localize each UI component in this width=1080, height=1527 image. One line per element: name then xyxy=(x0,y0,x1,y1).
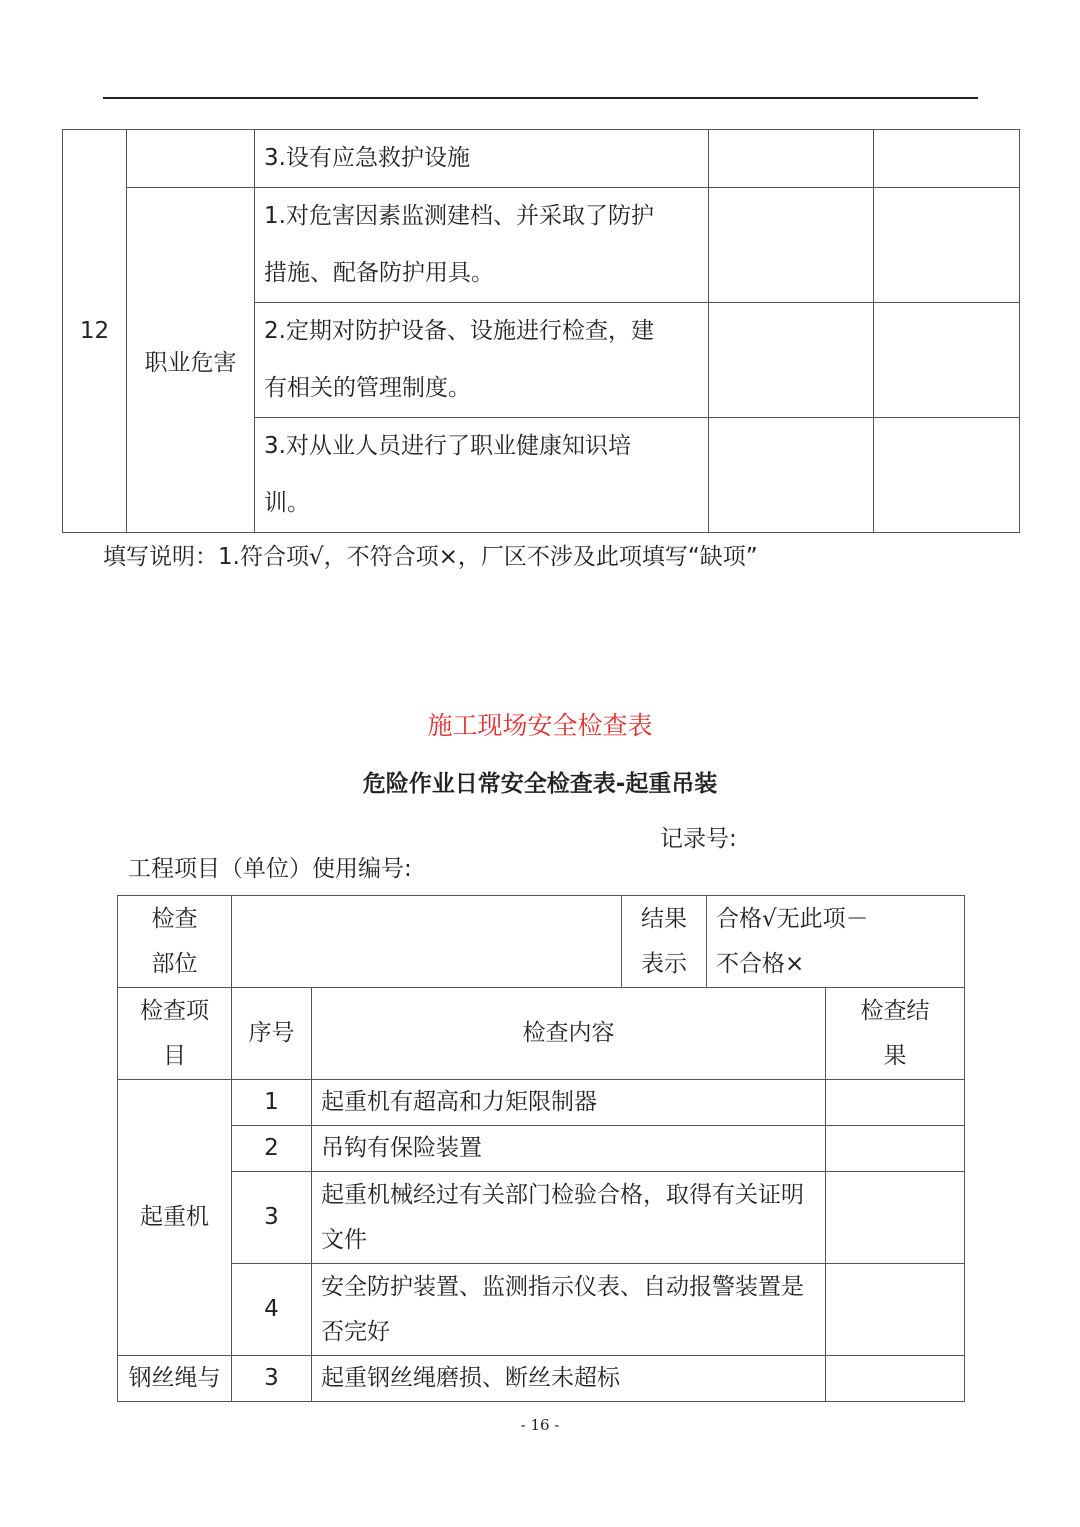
item-cell xyxy=(255,303,709,418)
remark-cell xyxy=(874,130,1020,188)
item-line: 1.对危害因素监测建档、并采取了防护 xyxy=(264,203,654,229)
remark-cell xyxy=(874,188,1020,303)
content-line: 否完好 xyxy=(321,1318,390,1345)
content-line: 文件 xyxy=(321,1226,367,1253)
item-line: 训。 xyxy=(264,490,310,516)
header-result xyxy=(826,988,965,1080)
row-result xyxy=(826,1080,965,1126)
label-line: 检查 xyxy=(151,905,198,932)
row-result xyxy=(826,1172,965,1264)
content-line: 起重机械经过有关部门检验合格，取得有关证明 xyxy=(321,1181,804,1208)
category-cell: 职业危害 xyxy=(127,188,255,533)
row-seq: 3 xyxy=(232,1172,312,1264)
result-cell xyxy=(709,130,874,188)
inspection-part-label xyxy=(118,896,232,988)
row-content: 起重机有超高和力矩限制器 xyxy=(312,1080,826,1126)
header-content: 检查内容 xyxy=(312,988,826,1080)
result-legend-label xyxy=(622,896,707,988)
group-crane: 起重机 xyxy=(118,1080,232,1356)
result-cell xyxy=(709,418,874,533)
header-inspection-item xyxy=(118,988,232,1080)
row-content xyxy=(312,1264,826,1356)
header-line: 检查项 xyxy=(140,997,209,1024)
item-line: 3.对从业人员进行了职业健康知识培 xyxy=(264,433,631,459)
row-seq: 4 xyxy=(232,1264,312,1356)
page-number: - 16 - xyxy=(520,1416,560,1434)
item-cell: 3.设有应急救护设施 xyxy=(255,130,709,188)
row-result xyxy=(826,1356,965,1402)
label-line: 部位 xyxy=(151,950,198,977)
table-title: 危险作业日常安全检查表-起重吊装 xyxy=(362,771,718,797)
legend-line: 不合格× xyxy=(716,950,805,977)
item-line: 2.定期对防护设备、设施进行检查，建 xyxy=(264,318,654,344)
row-content: 起重钢丝绳磨损、断丝未超标 xyxy=(312,1356,826,1402)
row-result xyxy=(826,1126,965,1172)
row-result xyxy=(826,1264,965,1356)
content-line: 安全防护装置、监测指示仪表、自动报警装置是 xyxy=(321,1273,804,1300)
item-cell xyxy=(255,418,709,533)
row-seq: 3 xyxy=(232,1356,312,1402)
occupational-hazard-table xyxy=(62,129,1020,533)
legend-line: 合格√无此项－ xyxy=(716,905,869,932)
item-line: 有相关的管理制度。 xyxy=(264,375,471,401)
header-seq: 序号 xyxy=(232,988,312,1080)
empty-category-cell xyxy=(127,130,255,188)
row-content: 吊钩有保险装置 xyxy=(312,1126,826,1172)
project-number-label: 工程项目（单位）使用编号: xyxy=(128,856,412,882)
group-wire-rope: 钢丝绳与 xyxy=(118,1356,232,1402)
label-line: 表示 xyxy=(641,950,687,977)
header-line: 检查结 xyxy=(860,997,930,1024)
item-line: 措施、配备防护用具。 xyxy=(264,260,494,286)
result-cell xyxy=(709,303,874,418)
header-line: 果 xyxy=(883,1042,907,1069)
header-line: 目 xyxy=(163,1042,186,1069)
row-content xyxy=(312,1172,826,1264)
remark-cell xyxy=(874,418,1020,533)
fill-instructions: 填写说明：1.符合项√，不符合项×，厂区不涉及此项填写“缺项” xyxy=(103,544,758,570)
page-title: 施工现场安全检查表 xyxy=(427,711,653,740)
result-legend-value xyxy=(707,896,965,988)
seq-cell: 12 xyxy=(63,130,127,533)
row-seq: 1 xyxy=(232,1080,312,1126)
remark-cell xyxy=(874,303,1020,418)
lifting-inspection-table xyxy=(117,895,965,1402)
label-line: 结果 xyxy=(641,905,687,932)
header-rule xyxy=(103,97,978,99)
result-cell xyxy=(709,188,874,303)
row-seq: 2 xyxy=(232,1126,312,1172)
inspection-part-value xyxy=(232,896,622,988)
record-number-label: 记录号: xyxy=(660,826,737,852)
item-cell xyxy=(255,188,709,303)
